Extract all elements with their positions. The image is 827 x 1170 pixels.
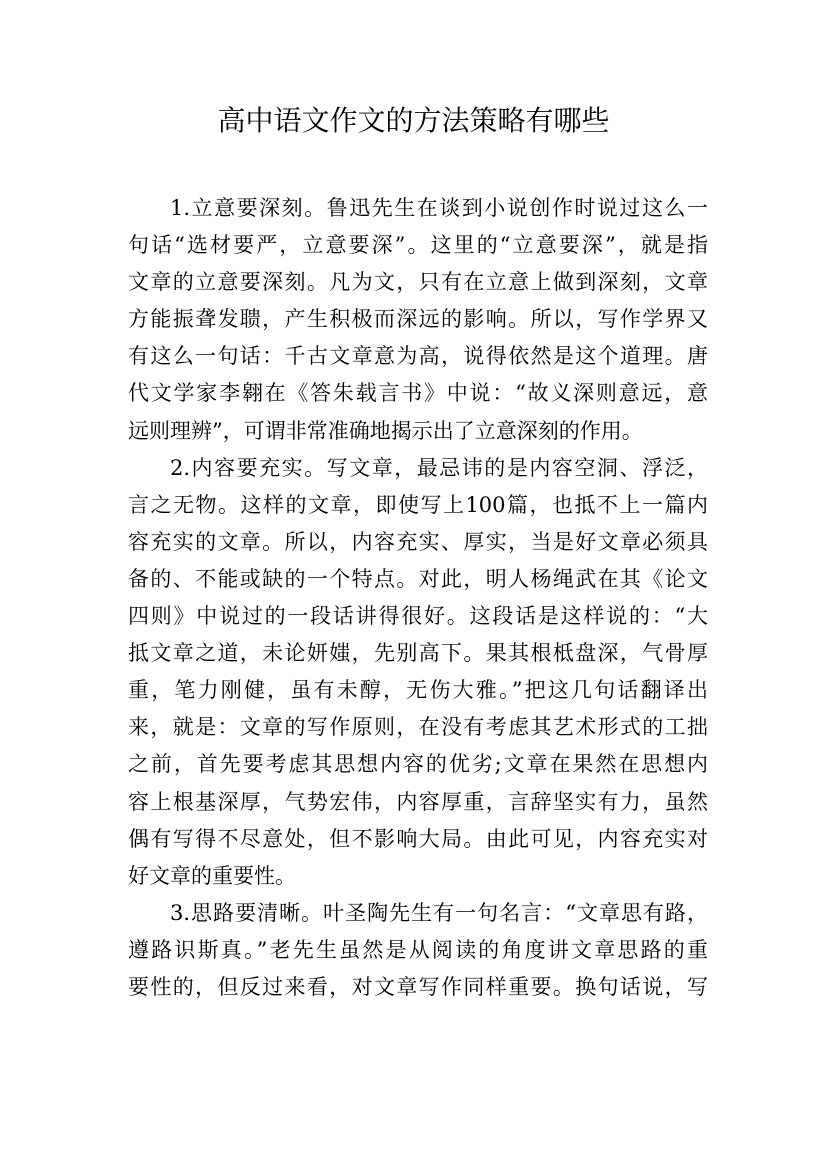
text-line: 之前，首先要考虑其思想内容的优劣;文章在果然在思想内 [128, 752, 708, 777]
text-line: 四则》中说过的一段话讲得很好。这段话是这样说的：“大 [128, 604, 708, 629]
text-line: 3.思路要清晰。叶圣陶先生有一句名言：“文章思有路， [170, 900, 708, 925]
text-line: 来，就是：文章的写作原则，在没有考虑其艺术形式的工拙 [128, 715, 708, 740]
text-line: 遵路识斯真。”老先生虽然是从阅读的角度讲文章思路的重 [128, 937, 708, 962]
text-line: 文章的立意要深刻。凡为文，只有在立意上做到深刻，文章 [128, 270, 708, 295]
text-line: 有这么一句话：千古文章意为高，说得依然是这个道理。唐 [128, 344, 708, 369]
text-line: 备的、不能或缺的一个特点。对此，明人杨绳武在其《论文 [128, 566, 708, 591]
text-line: 2.内容要充实。写文章，最忌讳的是内容空洞、浮泛， [170, 455, 708, 480]
text-line: 重，笔力刚健，虽有未醇，无伤大雅。”把这几句话翻译出 [128, 678, 708, 703]
text-line: 方能振聋发聩，产生积极而深远的影响。所以，写作学界又 [128, 307, 708, 332]
text-line: 容上根基深厚，气势宏伟，内容厚重，言辞坚实有力，虽然 [128, 789, 708, 814]
text-line: 言之无物。这样的文章，即使写上100篇，也抵不上一篇内 [128, 492, 708, 517]
document-title: 高中语文作文的方法策略有哪些 [217, 104, 610, 137]
text-line: 好文章的重要性。 [128, 863, 296, 888]
text-line: 要性的，但反过来看，对文章写作同样重要。换句话说，写 [128, 974, 708, 999]
document-body [128, 190, 708, 1006]
text-line: 1.立意要深刻。鲁迅先生在谈到小说创作时说过这么一 [170, 196, 708, 220]
text-line: 句话“选材要严，立意要深”。这里的“立意要深”，就是指 [128, 233, 708, 258]
text-line: 代文学家李翱在《答朱载言书》中说：“故义深则意远，意 [128, 381, 708, 406]
text-line: 抵文章之道，未论妍媸，先别高下。果其根柢盘深，气骨厚 [128, 641, 708, 666]
text-line: 容充实的文章。所以，内容充实、厚实，当是好文章必须具 [128, 529, 708, 554]
text-line: 偶有写得不尽意处，但不影响大局。由此可见，内容充实对 [128, 826, 708, 851]
text-line: 远则理辨”，可谓非常准确地揭示出了立意深刻的作用。 [128, 418, 643, 443]
